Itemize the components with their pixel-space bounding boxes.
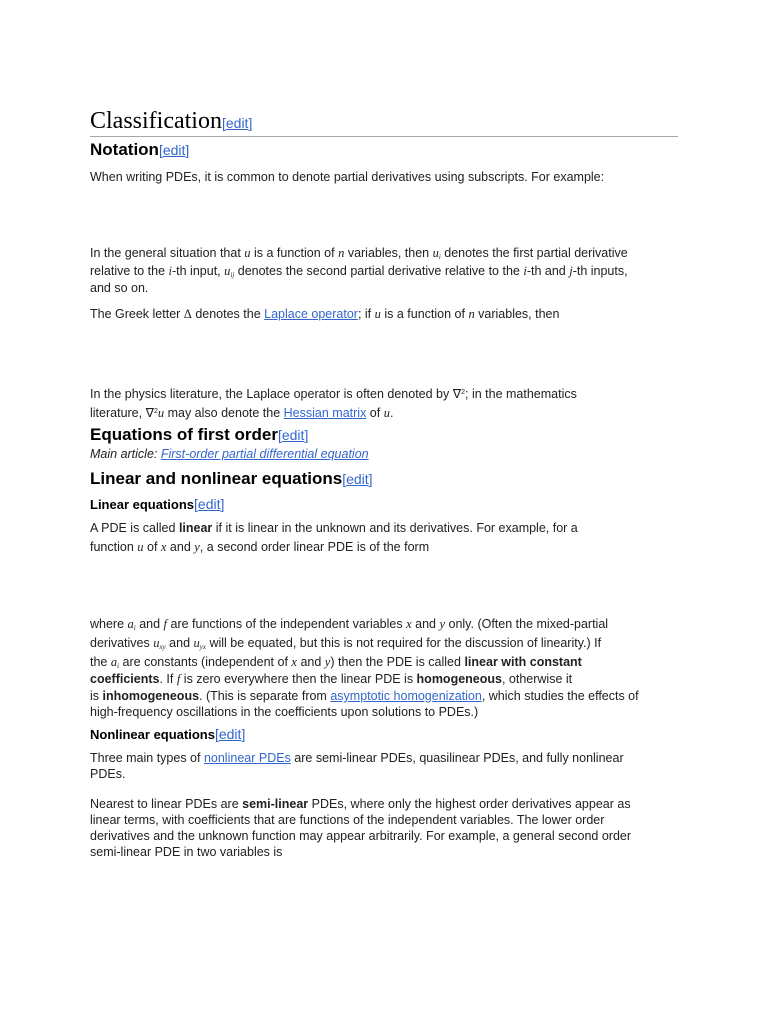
edit-link-classification[interactable]: [edit] <box>221 115 253 131</box>
edit-link-linear-nonlinear-text[interactable]: edit <box>346 471 369 487</box>
notation-paragraph-3: The Greek letter Δ denotes the Laplace operator; if u is a function of n variables, then <box>90 307 560 321</box>
edit-link-linear-equations[interactable]: [edit] <box>194 496 225 512</box>
edit-link-first-order[interactable]: [edit] <box>277 427 309 443</box>
heading-nonlinear-equations <box>90 726 245 743</box>
heading-classification-text: Classification <box>90 108 222 134</box>
notation-paragraph-2-line-1: In the general situation that u is a function of n variables, then $u_i$ denotes the first partial derivative <box>90 246 628 261</box>
edit-link-linear-equations-text[interactable]: edit <box>197 496 221 512</box>
linear-paragraph-2-line-2: derivatives $u_{xy}$ and $u_{yx}$ will be equated, but this is not required for the discussion of linearity.) If <box>90 636 602 651</box>
edit-link-nonlinear-equations-text[interactable]: edit <box>218 726 242 742</box>
edit-link-classification-text[interactable]: edit <box>225 115 249 131</box>
notation-paragraph-1: When writing PDEs, it is common to denote partial derivatives using subscripts. For example: <box>90 170 605 184</box>
linear-paragraph-1-line-1: A PDE is called linear if it is linear in the unknown and its derivatives. For example, for a <box>90 521 578 535</box>
heading-linear-equations-text: Linear equations <box>90 497 195 512</box>
notation-paragraph-4-line-1: In the physics literature, the Laplace operator is often denoted by ∇$^2$; in the mathematics <box>90 387 577 401</box>
linear-paragraph-1-line-2: function u of x and y, a second order linear PDE is of the form <box>90 540 430 554</box>
linear-paragraph-2-line-4: coefficients. If f is zero everywhere then the linear PDE is homogeneous, otherwise it <box>90 672 573 686</box>
heading-linear-and-nonlinear <box>90 470 373 488</box>
heading-nonlinear-equations-text: Nonlinear equations <box>90 727 215 742</box>
linear-paragraph-2-line-5: is inhomogeneous. (This is separate from asymptotic homogenization, which studies the effects of <box>90 689 639 703</box>
edit-link-nonlinear-equations[interactable]: [edit] <box>214 726 246 742</box>
linear-paragraph-2-line-6: high-frequency oscillations in the coefficients upon solutions to PDEs.) <box>90 705 479 719</box>
link-nonlinear-pdes[interactable]: nonlinear PDEs <box>203 751 291 765</box>
edit-link-first-order-text[interactable]: edit <box>281 427 305 443</box>
edit-link-notation-text[interactable]: edit <box>162 142 186 158</box>
link-laplace-operator[interactable]: Laplace operator <box>264 307 358 321</box>
hatnote-main-article: Main article: First-order partial differential equation <box>90 447 369 461</box>
notation-paragraph-2-line-3: and so on. <box>90 281 149 295</box>
notation-paragraph-2-line-2: relative to the i-th input, $u_{ij}$ denotes the second partial derivative relative to the i-th and j-th inputs, <box>90 264 628 279</box>
nonlinear-paragraph-2-line-3: derivatives and the unknown function may appear arbitrarily. For example, a general second order <box>90 829 632 843</box>
heading-equations-of-first-order <box>90 426 308 444</box>
heading-first-order-text: Equations of first order <box>90 425 278 444</box>
nonlinear-paragraph-1-line-2: PDEs. <box>90 767 126 781</box>
heading-notation-text: Notation <box>90 140 159 159</box>
nonlinear-paragraph-2-line-4: semi-linear PDE in two variables is <box>90 845 283 859</box>
linear-paragraph-2-line-3: the $a_i$ are constants (independent of x and y) then the PDE is called linear with constant <box>90 655 582 670</box>
heading-linear-equations <box>90 496 224 513</box>
heading-linear-nonlinear-text: Linear and nonlinear equations <box>90 469 343 488</box>
nonlinear-paragraph-1-line-1: Three main types of nonlinear PDEs are semi-linear PDEs, quasilinear PDEs, and fully nonlinear <box>90 751 624 765</box>
link-first-order-pde[interactable]: First-order partial differential equation <box>160 447 369 461</box>
heading-notation <box>90 141 189 159</box>
nonlinear-paragraph-2-line-2: linear terms, with coefficients that are functions of the independent variables. The lower order <box>90 813 605 827</box>
link-asymptotic-homogenization[interactable]: asymptotic homogenization <box>330 689 482 703</box>
nonlinear-paragraph-2-line-1: Nearest to linear PDEs are semi-linear PDEs, where only the highest order derivatives appear as <box>90 797 631 811</box>
edit-link-notation[interactable]: [edit] <box>158 142 190 158</box>
link-hessian-matrix[interactable]: Hessian matrix <box>283 406 367 420</box>
linear-paragraph-2-line-1: where $a_i$ and f are functions of the independent variables x and y only. (Often the mixed-partial <box>90 617 609 632</box>
heading-classification <box>90 108 678 137</box>
edit-link-linear-nonlinear[interactable]: [edit] <box>342 471 373 487</box>
notation-paragraph-4-line-2: literature, ∇$^2$u may also denote the Hessian matrix of u. <box>90 406 394 420</box>
